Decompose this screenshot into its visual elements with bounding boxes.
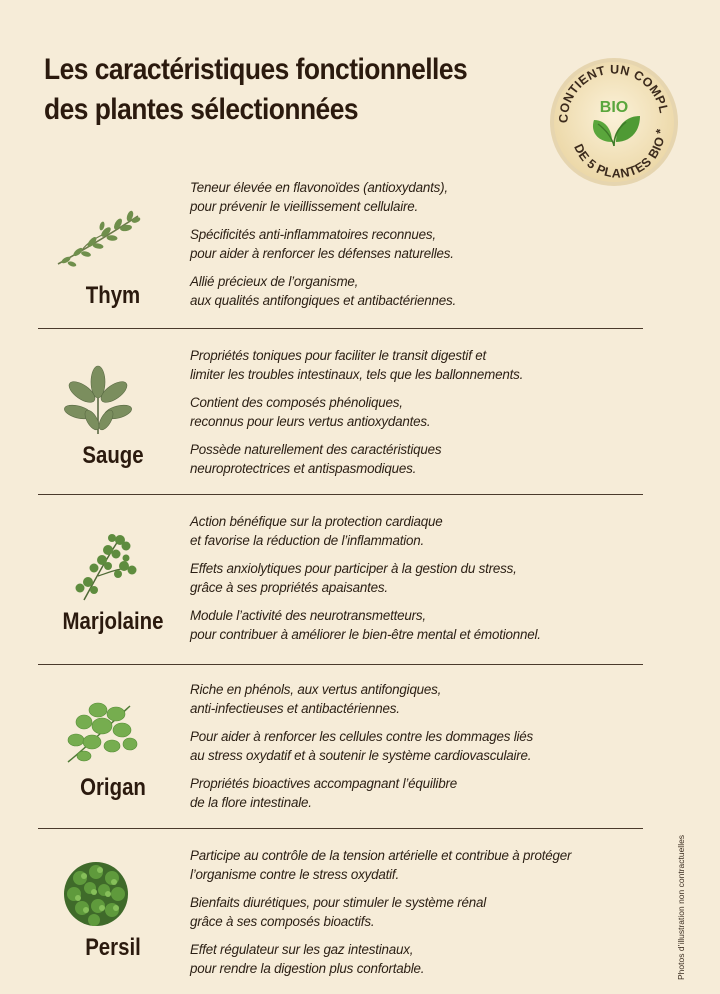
parsley-bunch-icon <box>60 858 132 935</box>
benefit-paragraph: Action bénéfique sur la protection cardiaque et favorise la réduction de l’inflammation. <box>190 514 443 548</box>
plant-section-sauge <box>38 346 643 494</box>
benefit-paragraph: Module l’activité des neurotransmetteurs, pour contribuer à améliorer le bien-être mental et émotionnel. <box>190 608 541 642</box>
benefit-paragraph: Propriétés toniques pour faciliter le transit digestif et limiter les troubles intestinaux, tels que les ballonnements. <box>190 348 524 382</box>
benefit-paragraph: Teneur élevée en flavonoïdes (antioxydants), pour prévenir le vieillissement cellulaire. <box>190 180 448 214</box>
title-line-2: des plantes sélectionnées <box>44 93 359 126</box>
badge-bottom-text: DE 5 PLANTES BIO * <box>571 128 668 181</box>
badge-center-text: BIO <box>599 99 629 116</box>
benefit-paragraph: Possède naturellement des caractéristiques neuroprotectrices et antispasmodiques. <box>190 442 442 476</box>
plant-name: Persil <box>85 934 141 961</box>
plant-section-marjolaine <box>38 512 643 662</box>
plant-description <box>190 846 642 987</box>
section-divider <box>38 664 643 665</box>
oregano-sprig-icon <box>58 696 142 773</box>
organic-seal-icon <box>546 54 682 190</box>
title-line-1: Les caractéristiques fonctionnelles <box>44 53 468 86</box>
illustration-disclaimer: Photos d’illustration non contractuelles <box>676 834 686 980</box>
section-divider <box>38 328 643 329</box>
benefit-paragraph: Propriétés bioactives accompagnant l’équilibre de la flore intestinale. <box>190 776 457 810</box>
benefit-paragraph: Contient des composés phénoliques, reconnus pour leurs vertus antioxydantes. <box>190 395 431 429</box>
page-title <box>44 50 502 130</box>
badge-top-text: CONTIENT UN COMPL <box>556 62 671 124</box>
plant-description <box>190 178 642 319</box>
benefit-paragraph: Participe au contrôle de la tension artérielle et contribue à protéger l’organisme contre le stress oxydatif. <box>190 848 572 882</box>
plant-name: Marjolaine <box>62 608 164 635</box>
benefit-paragraph: Pour aider à renforcer les cellules contre les dommages liés au stress oxydatif et à soutenir le système cardiovasculaire. <box>190 729 534 763</box>
organic-badge <box>546 54 682 190</box>
plant-description <box>190 346 642 487</box>
plant-name: Origan <box>80 774 146 801</box>
plant-section-origan <box>38 680 643 828</box>
plant-section-thym <box>38 178 643 326</box>
benefit-paragraph: Allié précieux de l’organisme, aux qualités antifongiques et antibactériennes. <box>190 274 457 308</box>
section-divider <box>38 494 643 495</box>
sage-leaves-icon <box>60 364 136 441</box>
benefit-paragraph: Effet régulateur sur les gaz intestinaux, pour rendre la digestion plus confortable. <box>190 942 425 976</box>
benefit-paragraph: Riche en phénols, aux vertus antifongiques, anti-infectieuses et antibactériennes. <box>190 682 442 716</box>
section-divider <box>38 828 643 829</box>
benefit-paragraph: Effets anxiolytiques pour participer à la gestion du stress, grâce à ses propriétés apaisantes. <box>190 561 517 595</box>
marjoram-sprig-icon <box>64 532 140 607</box>
plant-section-persil <box>38 846 643 986</box>
thyme-sprig-icon <box>52 204 142 279</box>
plant-description <box>190 680 642 821</box>
plant-description <box>190 512 642 653</box>
plant-name: Thym <box>85 282 141 309</box>
plant-name: Sauge <box>82 442 144 469</box>
benefit-paragraph: Bienfaits diurétiques, pour stimuler le système rénal grâce à ses composés bioactifs. <box>190 895 487 929</box>
benefit-paragraph: Spécificités anti-inflammatoires reconnues, pour aider à renforcer les défenses naturelles. <box>190 227 454 261</box>
